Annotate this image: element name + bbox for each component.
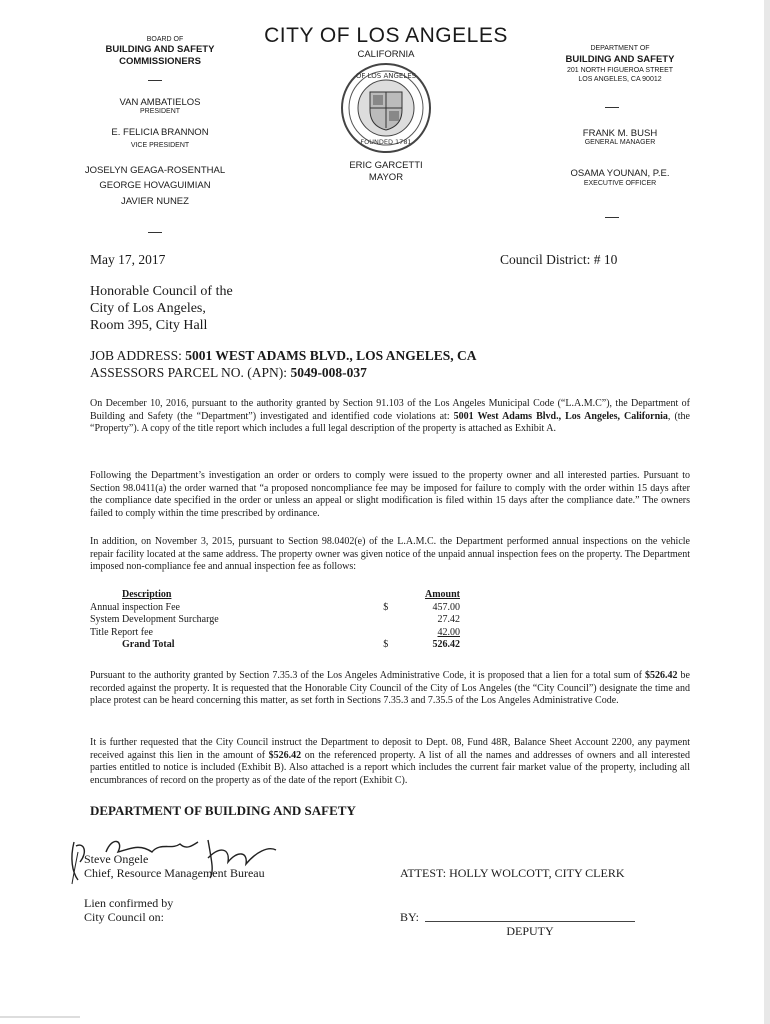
- divider: [148, 232, 162, 233]
- department-address: LOS ANGELES, CA 90012: [578, 76, 662, 83]
- paragraph-lien: [90, 670, 690, 708]
- seal-top-text: OF LOS ANGELES: [355, 72, 417, 80]
- fee-amount: 42.00: [437, 626, 460, 638]
- commissioner-name: JOSELYN GEAGA-ROSENTHAL: [84, 165, 226, 176]
- signature-line: [425, 921, 635, 922]
- recipient-line: Room 395, City Hall: [90, 318, 208, 333]
- job-address-label: JOB ADDRESS:: [90, 348, 186, 363]
- grand-total-label: Grand Total: [122, 639, 175, 651]
- council-district: Council District: # 10: [500, 252, 618, 267]
- table-header-row: [90, 589, 460, 602]
- job-address-value: 5001 WEST ADAMS BLVD., LOS ANGELES, CA: [185, 348, 477, 363]
- vice-president-title: VICE PRESIDENT: [130, 142, 190, 149]
- fee-description: Title Report fee: [90, 626, 153, 638]
- paragraph-text: , (the “Property”). A copy of the title report which includes a full legal description of the property is attached as Exhibit A.: [90, 410, 690, 435]
- lien-confirmed-label: City Council on:: [84, 910, 165, 924]
- parcel-number: [90, 365, 367, 381]
- property-address: 5001 West Adams Blvd., Los Angeles, California: [453, 410, 668, 422]
- table-total-row: [90, 639, 460, 652]
- general-manager-name: FRANK M. BUSH: [582, 128, 658, 139]
- paragraph-investigation: [90, 398, 690, 436]
- paragraph-text: Pursuant to the authority granted by Section 7.35.3 of the Los Angeles Administrative Code, it is proposed that a lien for a total sum of: [90, 670, 646, 681]
- state-label: CALIFORNIA: [357, 49, 415, 60]
- divider: [605, 107, 619, 108]
- executive-officer-name: OSAMA YOUNAN, P.E.: [570, 168, 670, 179]
- paragraph-deposit: [90, 737, 690, 787]
- currency-cell: [383, 614, 402, 627]
- department-of-label: DEPARTMENT OF: [590, 45, 650, 52]
- vice-president-name: E. FELICIA BRANNON: [111, 127, 209, 138]
- table-row: [90, 627, 460, 640]
- parcel-number-label: ASSESSORS PARCEL NO. (APN):: [90, 365, 291, 380]
- lien-amount: $526.42: [645, 670, 678, 681]
- paragraph-orders: Following the Department’s investigation an order or orders to comply were issued to the property owner and all interested parties. Pursuant to Section 98.0411(a) the order warned that “a proposed noncompliance fee may be imposed for failure to comply with the order within 15 days after the compliance date specified in the order or unless an appeal or slight modification is filed within 15 days after the compliance date.” The owners failed to comply within the time prescribed by ordinance.: [90, 470, 690, 519]
- column-header-amount: Amount: [424, 589, 460, 600]
- column-header-description: Description: [122, 589, 172, 600]
- mayor-title: MAYOR: [368, 172, 404, 183]
- currency-cell: $: [383, 601, 389, 613]
- recipient-line: City of Los Angeles,: [90, 301, 206, 316]
- letter-date: May 17, 2017: [90, 252, 166, 267]
- job-address: [90, 348, 477, 364]
- paragraph-text: It is further requested that the City Council instruct the Department to deposit to Dept. 08, Fund 48R, Balance Sheet Account 2200, any payment received against this lien in the amount of: [90, 737, 690, 761]
- board-name-2: COMMISSIONERS: [119, 56, 201, 67]
- board-name: BUILDING AND SAFETY: [105, 44, 215, 55]
- grand-total-amount: 526.42: [432, 639, 460, 651]
- department-address: 201 NORTH FIGUEROA STREET: [566, 67, 674, 74]
- fee-amount: 27.42: [437, 614, 460, 626]
- divider: [148, 80, 162, 81]
- scan-edge: [0, 1016, 80, 1018]
- paragraph-text: On December 10, 2016, pursuant to the authority granted by Section 91.103 of the Los Angeles Municipal Code (“L.A.M.C”), the Department of Building and Safety (the “Department”) investigated and identified code violations at:: [90, 398, 690, 422]
- table-row: [90, 602, 460, 615]
- department-heading: DEPARTMENT OF BUILDING AND SAFETY: [90, 803, 356, 818]
- lien-amount: $526.42: [268, 749, 302, 761]
- fee-amount: 457.00: [432, 601, 460, 613]
- fee-description: Annual inspection Fee: [90, 601, 180, 613]
- signer-name: Steve Ongele: [84, 852, 149, 866]
- commissioner-name: JAVIER NUNEZ: [121, 196, 189, 207]
- signer-title: Chief, Resource Management Bureau: [84, 866, 265, 880]
- currency-cell: $: [383, 639, 389, 651]
- board-of-label: BOARD OF: [146, 36, 184, 43]
- table-row: [90, 614, 460, 627]
- attest-line: ATTEST: HOLLY WOLCOTT, CITY CLERK: [400, 866, 625, 880]
- currency-cell: [383, 589, 402, 602]
- city-seal-icon: [340, 62, 432, 154]
- mayor-name: ERIC GARCETTI: [349, 160, 423, 171]
- deputy-label: DEPUTY: [506, 924, 554, 938]
- commissioner-name: GEORGE HOVAGUIMIAN: [99, 180, 211, 191]
- lien-confirmed-label: Lien confirmed by: [84, 896, 174, 910]
- scan-edge: [764, 0, 770, 1024]
- paragraph-text: on the referenced property. A list of all the names and addresses of owners and all interested parties entitled to notice is included (Exhibit B). Also attached is a report which includes the current fair market value of the property, including all encumbrances of record on the property as of the date of the report (Exhibit C).: [90, 749, 690, 786]
- president-name: VAN AMBATIELOS: [119, 97, 201, 108]
- department-name: BUILDING AND SAFETY: [565, 54, 675, 65]
- city-title: CITY OF LOS ANGELES: [264, 24, 508, 47]
- divider: [605, 217, 619, 218]
- general-manager-title: GENERAL MANAGER: [584, 139, 656, 146]
- fee-table: [90, 589, 460, 652]
- currency-cell: [383, 627, 402, 640]
- seal-bottom-text: FOUNDED 1781: [360, 138, 412, 146]
- president-title: PRESIDENT: [139, 108, 181, 115]
- executive-officer-title: EXECUTIVE OFFICER: [583, 180, 657, 187]
- by-label: BY:: [400, 910, 419, 924]
- paragraph-inspection: In addition, on November 3, 2015, pursuant to Section 98.0402(e) of the L.A.M.C. the Department performed annual inspections on the vehicle repair facility located at the same address. The property owner was given notice of the unpaid annual inspection fees on the property. The Department imposed non-compliance fee and annual inspection fee as follows:: [90, 536, 690, 573]
- paragraph-text: be recorded against the property. It is requested that the Honorable City Council of the City of Los Angeles (the “City Council”) designate the time and place protest can be heard concerning this matter, as set forth in Sections 7.35.3 and 7.35.5 of the Los Angeles Administrative Code.: [90, 670, 690, 707]
- parcel-number-value: 5049-008-037: [290, 365, 367, 380]
- recipient-line: Honorable Council of the: [90, 284, 233, 299]
- fee-description: System Development Surcharge: [90, 614, 219, 626]
